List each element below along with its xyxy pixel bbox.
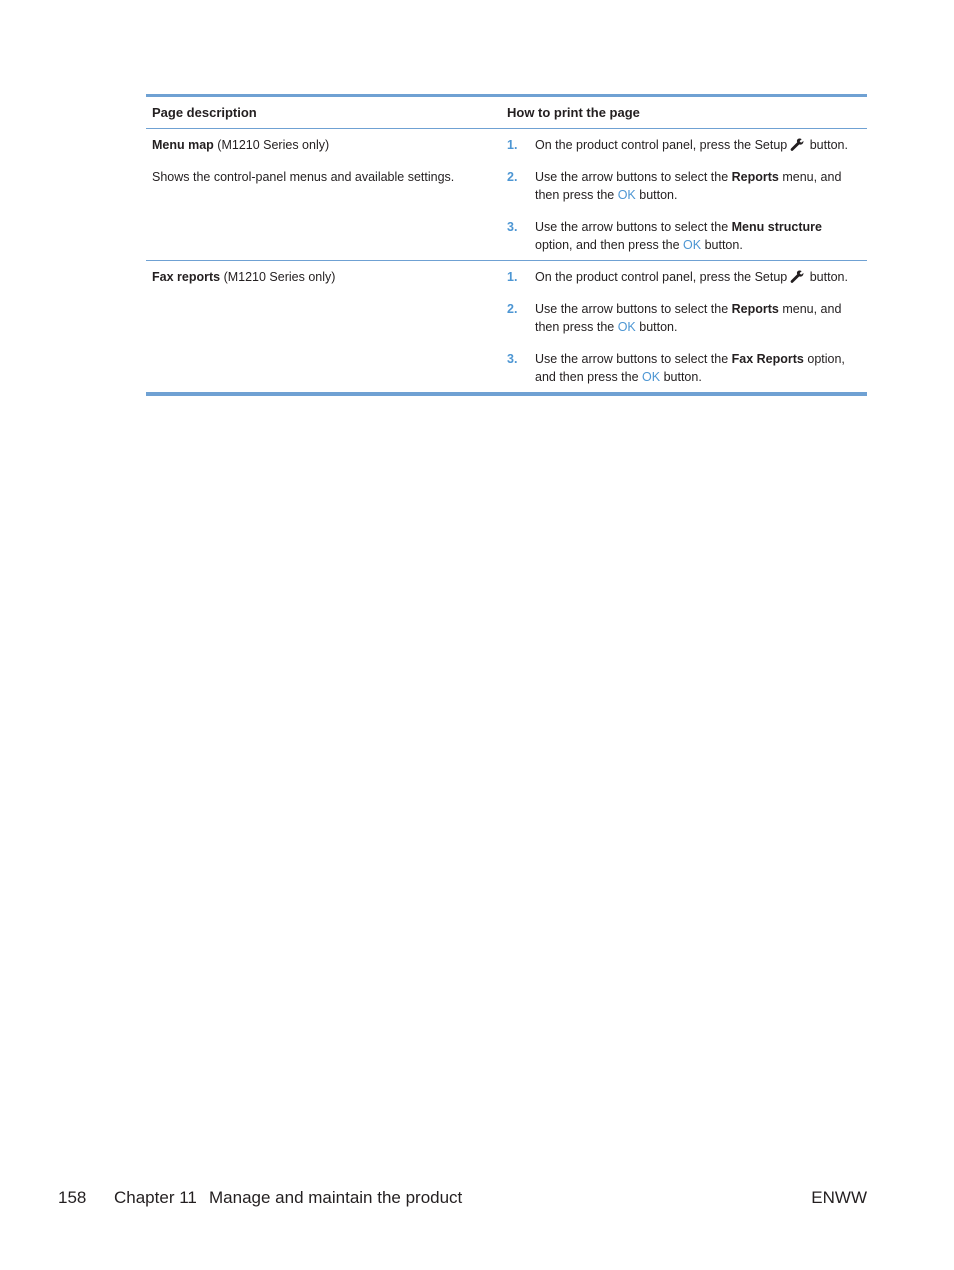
table-row: [146, 129, 867, 261]
how-to-print-cell: [507, 135, 867, 254]
wrench-icon: [789, 138, 804, 151]
step-item: [507, 300, 861, 336]
step-text-part: On the product control panel, press the Setup: [535, 138, 788, 152]
header-page-description: Page description: [152, 104, 257, 120]
step-text: [535, 168, 861, 204]
step-text-part: button.: [701, 238, 743, 252]
step-text-part: button.: [806, 138, 848, 152]
ok-button-label: OK: [617, 188, 636, 202]
page-description-cell: [146, 135, 507, 254]
table-row: [146, 261, 867, 392]
how-to-print-cell: [507, 267, 867, 386]
step-text-part: button.: [806, 270, 848, 284]
step-text-part: button.: [635, 188, 678, 202]
step-item: [507, 268, 861, 286]
step-item: [507, 168, 861, 204]
steps-list: [507, 136, 861, 254]
ok-button-label: OK: [617, 320, 636, 334]
step-text-part: Use the arrow buttons to select the: [535, 352, 732, 366]
step-text: [535, 218, 861, 254]
row-title: [152, 268, 507, 286]
step-text-part: option, and then press the: [535, 352, 845, 384]
step-number: 3.: [507, 352, 518, 366]
step-text-part: menu, and then press the: [535, 302, 842, 334]
page-number: 158: [58, 1188, 87, 1207]
ok-button-label: OK: [642, 370, 661, 384]
step-item: [507, 350, 861, 386]
step-number: 1.: [507, 270, 518, 284]
step-text: [535, 300, 861, 336]
footer-locale-code: ENWW: [811, 1188, 867, 1207]
step-text-part: Use the arrow buttons to select the: [535, 220, 732, 234]
step-number: 3.: [507, 220, 518, 234]
step-text-part: On the product control panel, press the Setup: [535, 270, 788, 284]
row-title-note: (M1210 Series only): [213, 138, 330, 152]
chapter-label: Chapter 11: [114, 1188, 197, 1207]
steps-list: [507, 268, 861, 386]
menu-name: Reports: [731, 302, 779, 316]
footer-left: [58, 1187, 462, 1209]
menu-option-name: Fax Reports: [731, 352, 804, 366]
menu-option-name: Menu structure: [731, 220, 822, 234]
step-number: 2.: [507, 170, 518, 184]
step-text-part: button.: [635, 320, 678, 334]
menu-name: Reports: [731, 170, 779, 184]
step-text: [535, 350, 861, 386]
step-text-part: Use the arrow buttons to select the: [535, 170, 732, 184]
row-description: Shows the control-panel menus and available settings.: [152, 170, 455, 184]
step-item: [507, 136, 861, 154]
table-header-row: [146, 97, 867, 129]
step-number: 2.: [507, 302, 518, 316]
step-text: [535, 136, 861, 154]
header-how-to-print: How to print the page: [507, 104, 640, 120]
page-description-cell: [146, 267, 507, 386]
row-title-bold: Fax reports: [152, 270, 221, 284]
chapter-title: Manage and maintain the product: [209, 1188, 463, 1207]
step-text-part: option, and then press the: [535, 238, 684, 252]
row-title-bold: Menu map: [152, 138, 214, 152]
step-number: 1.: [507, 138, 518, 152]
step-text-part: Use the arrow buttons to select the: [535, 302, 732, 316]
step-text-part: button.: [660, 370, 702, 384]
step-item: [507, 218, 861, 254]
ok-button-label: OK: [683, 238, 702, 252]
row-title: [152, 136, 507, 154]
page-footer: [58, 1187, 867, 1209]
wrench-icon: [789, 270, 804, 283]
step-text-part: menu, and then press the: [535, 170, 842, 202]
row-title-note: (M1210 Series only): [220, 270, 336, 284]
print-pages-table: [146, 94, 867, 396]
step-text: [535, 268, 861, 286]
